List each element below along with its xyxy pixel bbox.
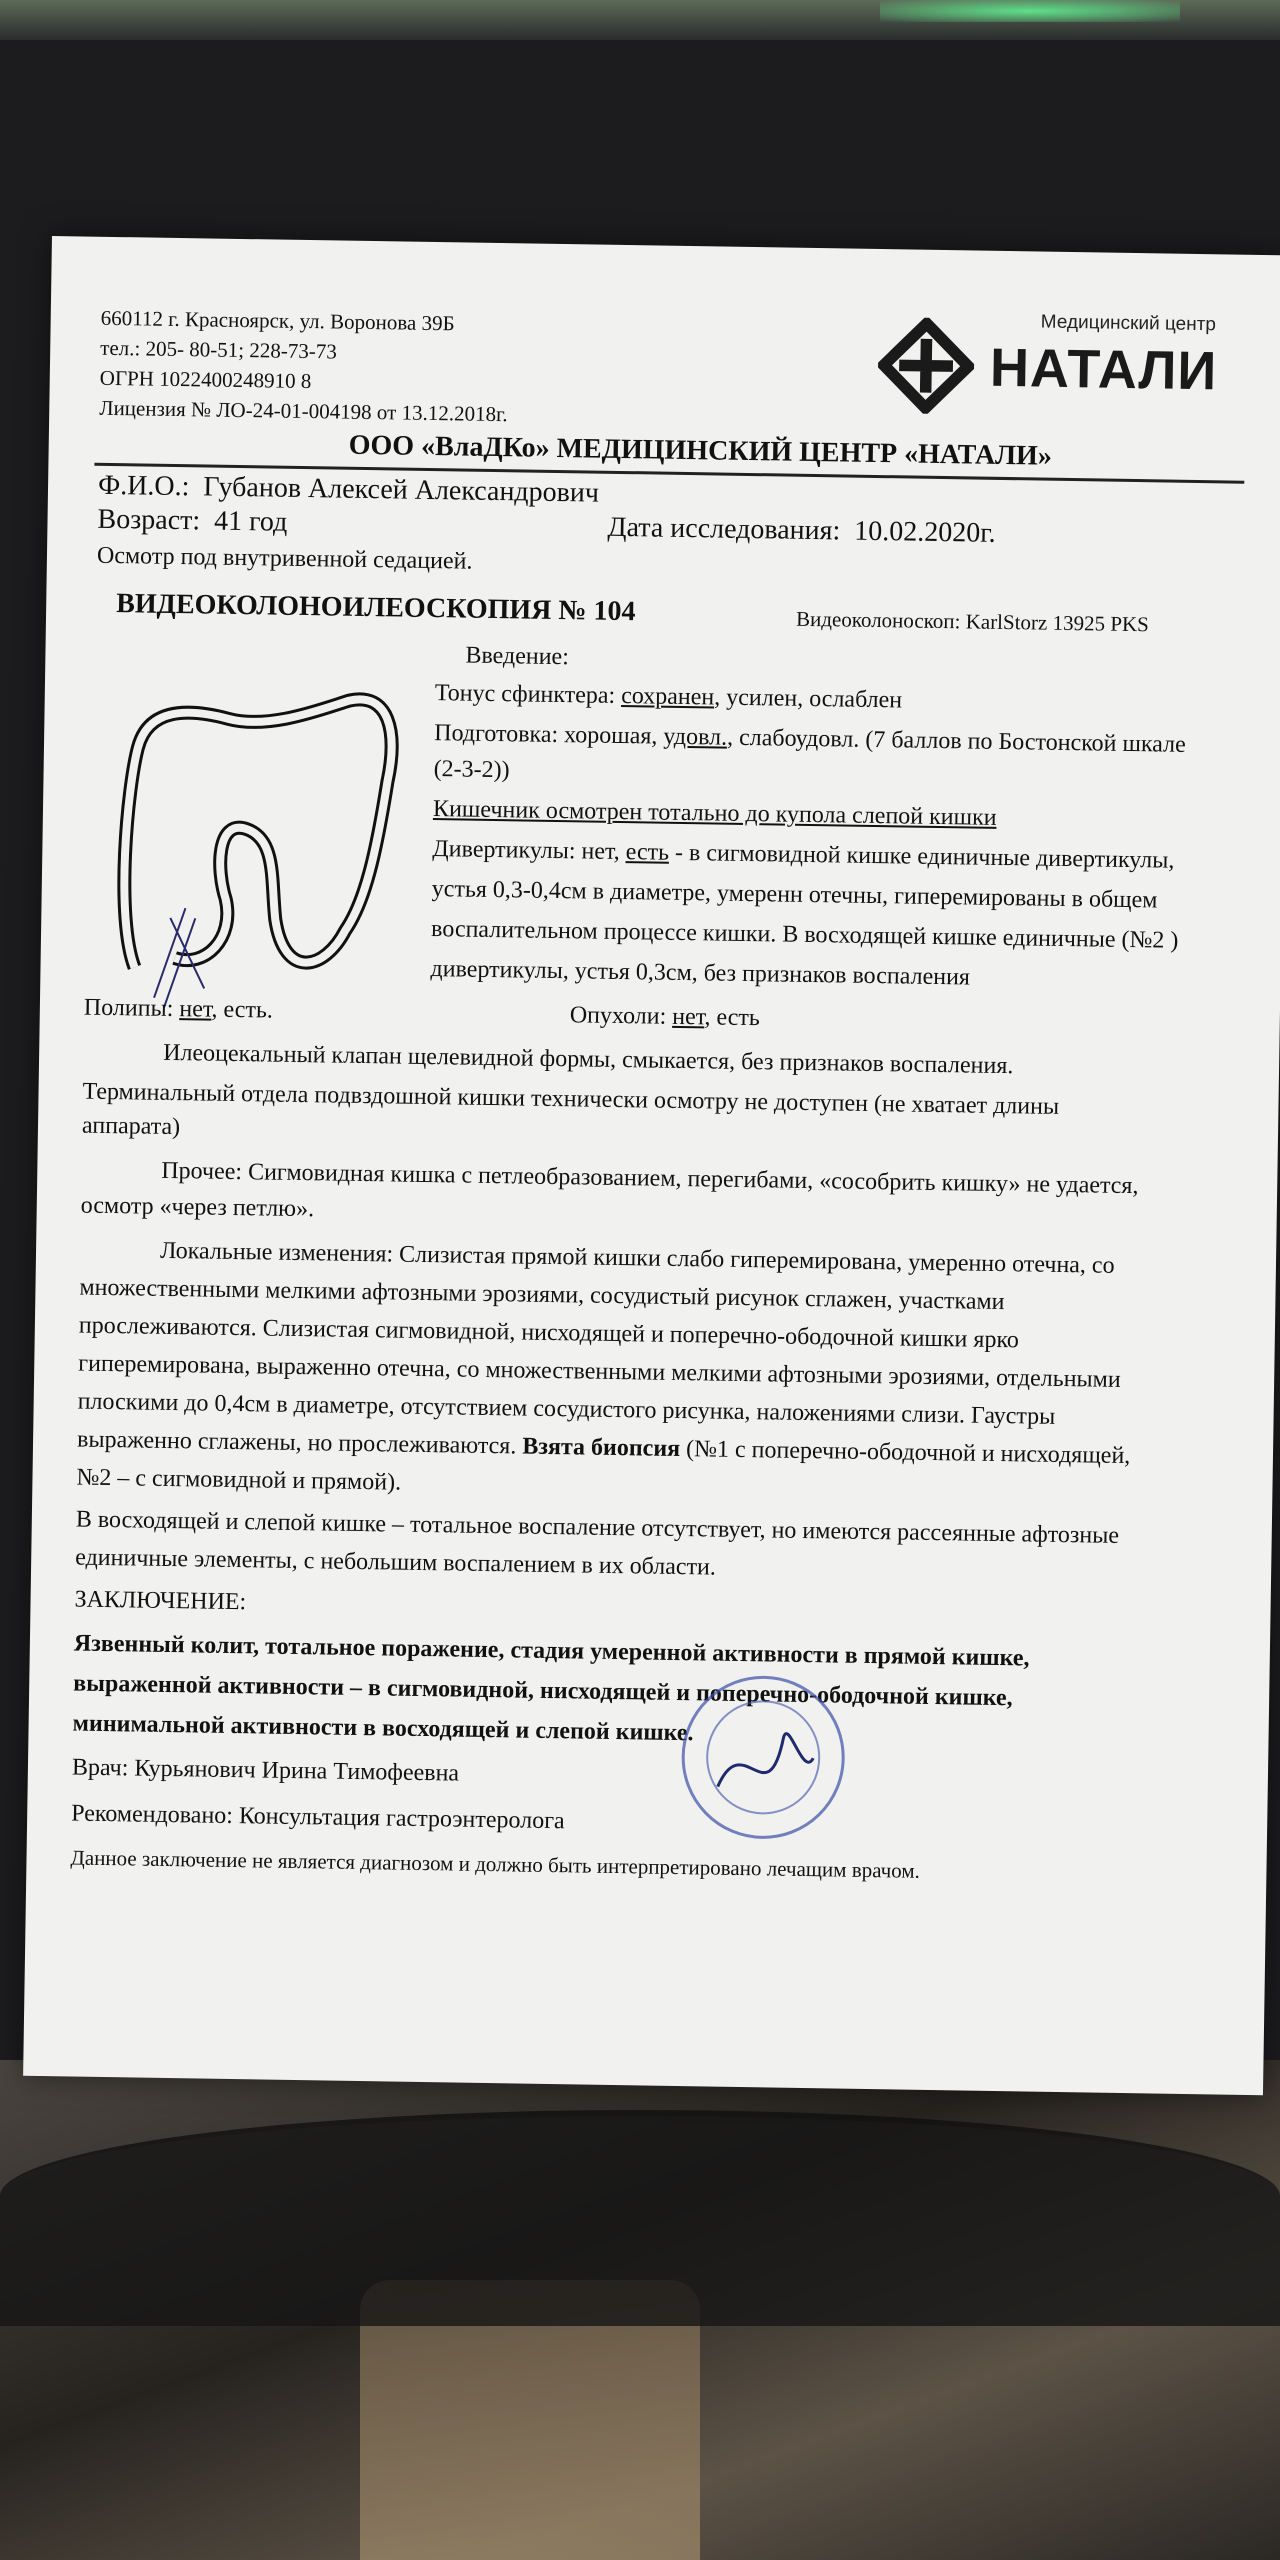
local-changes-3: прослеживаются. Слизистая сигмовидной, нисходящей и поперечно-ободочной кишки ярко bbox=[78, 1312, 1020, 1354]
background-light bbox=[880, 0, 1180, 22]
organization-title: ООО «ВлаДКо» МЕДИЦИНСКИЙ ЦЕНТР «НАТАЛИ» bbox=[348, 429, 1053, 472]
local-changes-2: множественными мелкими афтозными эрозиями, сосудистый рисунок сглажен, участками bbox=[79, 1274, 1005, 1316]
sedation-note: Осмотр под внутривенной седацией. bbox=[96, 542, 473, 575]
local-changes-5: плоскими до 0,4см в диаметре, отсутствием сосудистого рисунка, наложениями слизи. Гаустры bbox=[77, 1388, 1056, 1430]
doctor-name: Врач: Курьянович Ирина Тимофеевна bbox=[71, 1754, 460, 1787]
address-line: 660112 г. Красноярск, ул. Воронова 39Б bbox=[100, 305, 455, 336]
tumor-options: , есть bbox=[704, 1004, 760, 1032]
prep-options: , слабоудовл. (7 баллов по Бостонской шкале bbox=[726, 724, 1186, 758]
logo-name: НАТАЛИ bbox=[989, 337, 1218, 402]
cross-logo-icon bbox=[877, 317, 974, 414]
age-label: Возраст: bbox=[97, 503, 201, 537]
medical-report-sheet bbox=[23, 236, 1280, 2095]
haustra-text: выраженно сглажены, но прослеживаются. bbox=[76, 1426, 523, 1460]
conclusion-line-2: выраженной активности – в сигмовидной, нисходящей и поперечно-ободочной кишке, bbox=[73, 1670, 1013, 1712]
date-value: 10.02.2020г. bbox=[854, 515, 996, 549]
ogrn-line: ОГРН 1022400248910 8 bbox=[99, 365, 312, 394]
tumor-selected: нет bbox=[672, 1003, 705, 1031]
other-notes-2: осмотр «через петлю». bbox=[80, 1192, 315, 1223]
exam-title: ВИДЕОКОЛОНОИЛЕОСКОПИЯ № 104 bbox=[115, 588, 636, 628]
fio-value: Губанов Алексей Александрович bbox=[203, 471, 600, 509]
disclaimer: Данное заключение не является диагнозом и должно быть интерпретировано лечащим врачом. bbox=[70, 1845, 921, 1883]
biopsy-taken: Взята биопсия bbox=[522, 1433, 681, 1463]
conclusion-heading: ЗАКЛЮЧЕНИЕ: bbox=[74, 1586, 247, 1616]
prep-label: Подготовка: хорошая, bbox=[434, 720, 664, 750]
ileocecal-valve: Илеоцекальный клапан щелевидной формы, смыкается, без признаков воспаления. bbox=[162, 1039, 1014, 1080]
phone-line: тел.: 205- 80-51; 228-73-73 bbox=[100, 335, 338, 364]
colon-diagram bbox=[94, 667, 409, 1022]
polyps-selected: нет bbox=[179, 996, 212, 1023]
patient-age-row bbox=[97, 505, 287, 538]
local-changes-1: Локальные изменения: Слизистая прямой кишки слабо гиперемирована, умеренно отечна, со bbox=[159, 1237, 1115, 1279]
other-notes-1: Прочее: Сигмовидная кишка с петлеобразованием, перегибами, «сособрить кишку» не удается, bbox=[161, 1157, 1139, 1200]
tumors-line bbox=[570, 1000, 760, 1033]
tonus-label: Тонус сфинктера: bbox=[434, 680, 622, 709]
local-changes-4: гиперемирована, выраженно отечна, со множественными мелкими афтозными эрозиями, отдельными bbox=[78, 1350, 1121, 1393]
diverticula-line bbox=[432, 834, 1174, 876]
exam-date-row bbox=[607, 513, 996, 549]
polyps-label: Полипы: bbox=[83, 994, 180, 1023]
natali-logo bbox=[877, 309, 1269, 415]
terminal-ileum-2: аппарата) bbox=[81, 1112, 181, 1141]
ascending-note-2: единичные элементы, с небольшим воспалением в их области. bbox=[75, 1544, 717, 1581]
age-value: 41 год bbox=[213, 505, 288, 538]
total-exam-note: Кишечник осмотрен тотально до купола слепой кишки bbox=[432, 796, 997, 831]
sphincter-tone bbox=[435, 678, 903, 715]
prep-selected: удовл. bbox=[663, 723, 728, 751]
divert-selected: есть bbox=[625, 839, 670, 866]
divert-details: - в сигмовидной кишке единичные дивертикулы, bbox=[668, 839, 1175, 874]
signature-mark bbox=[718, 1733, 814, 1789]
diverticula-line-3: воспалительном процессе кишки. В восходящей кишке единичные (№2 ) bbox=[430, 916, 1179, 954]
logo-subtitle: Медицинский центр bbox=[1040, 311, 1217, 336]
diverticula-line-2: устья 0,3-0,4см в диаметре, умеренн отечны, гиперемированы в общем bbox=[431, 876, 1158, 914]
date-label: Дата исследования: bbox=[607, 511, 841, 547]
terminal-ileum-1: Терминальный отдела подвздошной кишки технически осмотру не доступен (не хватает длины bbox=[82, 1078, 1060, 1120]
doctor-stamp bbox=[672, 1666, 855, 1849]
fio-label: Ф.И.О.: bbox=[97, 469, 190, 503]
divert-label: Дивертикулы: нет, bbox=[432, 836, 626, 866]
preparation bbox=[434, 718, 1186, 760]
patient-name-row bbox=[98, 471, 599, 509]
intro-heading: Введение: bbox=[465, 642, 570, 671]
conclusion-line-3: минимальной активности в восходящей и слепой кишке. bbox=[72, 1710, 694, 1747]
biopsy-sites: (№1 с поперечно-ободочной и нисходящей, bbox=[679, 1436, 1131, 1470]
local-changes-7: №2 – с сигмовидной и прямой). bbox=[76, 1464, 402, 1496]
ascending-note-1: В восходящей и слепой кишке – тотальное воспаление отсутствует, но имеются рассеянные афтозные bbox=[75, 1506, 1120, 1549]
polyps-line bbox=[84, 993, 273, 1026]
tumor-label: Опухоли: bbox=[569, 1002, 673, 1030]
tonus-options: , усилен, ослаблен bbox=[714, 684, 903, 714]
conclusion-line-1: Язвенный колит, тотальное поражение, стадия умеренной активности в прямой кишке, bbox=[73, 1630, 1030, 1672]
boston-score: (2-3-2)) bbox=[433, 756, 510, 784]
diverticula-line-4: дивертикулы, устья 0,3см, без признаков воспаления bbox=[430, 956, 971, 991]
scope-model: Видеоколоноскоп: KarlStorz 13925 PKS bbox=[795, 606, 1150, 637]
chair-silhouette bbox=[0, 2110, 1280, 2326]
recommendation: Рекомендовано: Консультация гастроэнтеролога bbox=[71, 1800, 565, 1835]
license-line: Лицензия № ЛО-24-01-004198 от 13.12.2018г. bbox=[99, 395, 508, 427]
tonus-selected: сохранен bbox=[620, 682, 715, 711]
polyps-options: , есть. bbox=[211, 996, 274, 1024]
